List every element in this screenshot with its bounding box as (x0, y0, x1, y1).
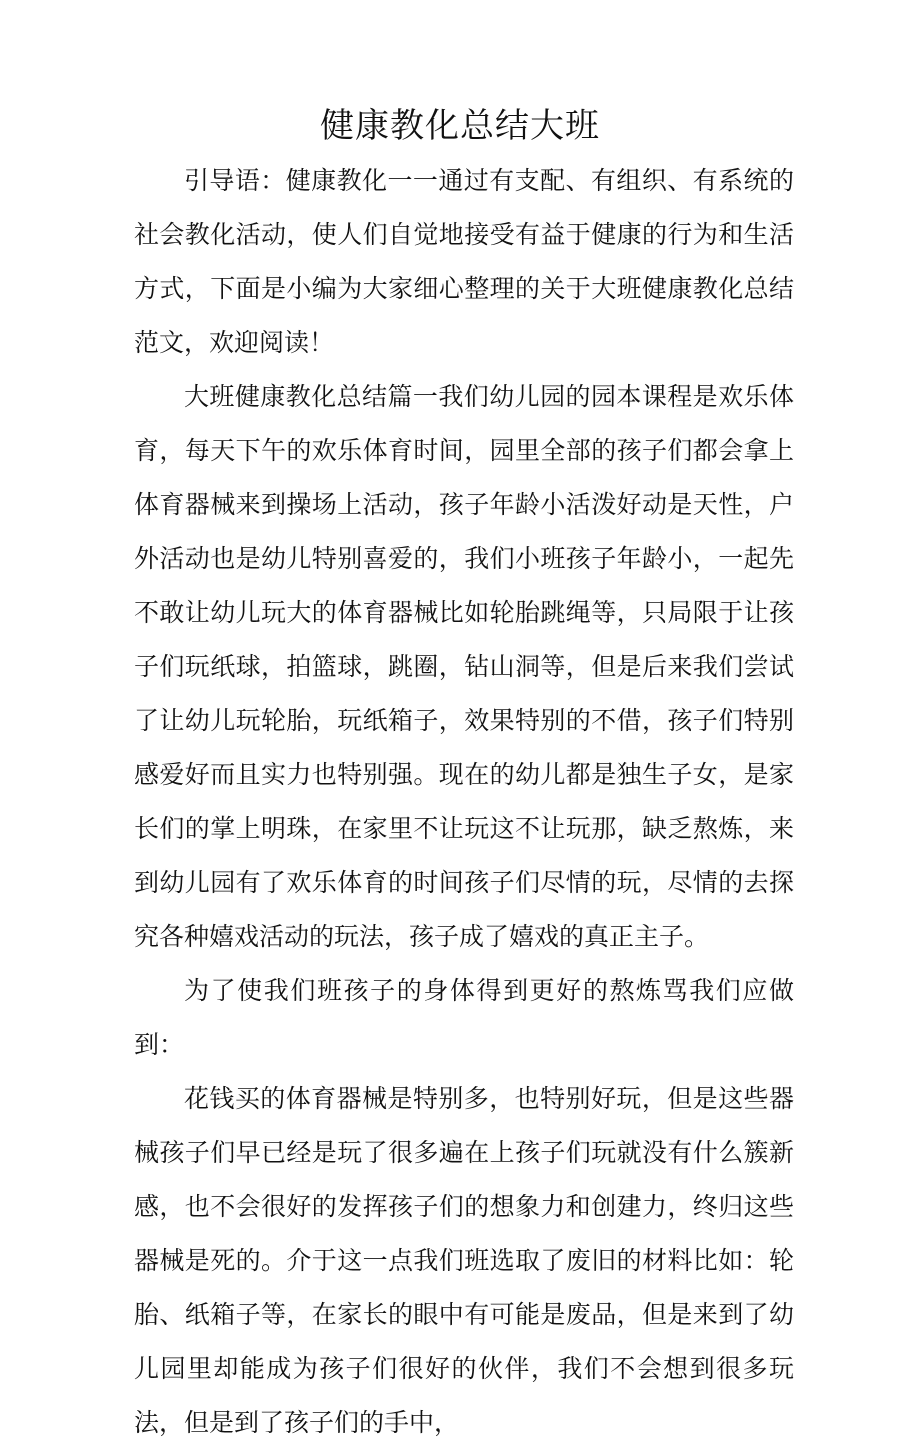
paragraph-2: 为了使我们班孩子的身体得到更好的熬炼骂我们应做到： (134, 976, 794, 1059)
paragraph-intro: 引导语：健康教化一一通过有支配、有组织、有系统的社会教化活动，使人们自觉地接受有益于健康的行为和生活方式，下面是小编为大家细心整理的关于大班健康教化总结范文，欢迎阅读！ (134, 166, 794, 357)
paragraph-3: 花钱买的体育器械是特别多，也特别好玩，但是这些器械孩子们早已经是玩了很多遍在上孩子们玩就没有什么簇新感，也不会很好的发挥孩子们的想象力和创建力，终归这些器械是死的。介于这一点我们班选取了废旧的材料比如：轮胎、纸箱子等，在家长的眼中有可能是废品，但是来到了幼儿园里却能成为孩子们很好的伙伴，我们不会想到很多玩法，但是到了孩子们的手中， (134, 1084, 794, 1437)
paragraph-1: 大班健康教化总结篇一我们幼儿园的园本课程是欢乐体育，每天下午的欢乐体育时间，园里全部的孩子们都会拿上体育器械来到操场上活动，孩子年龄小活泼好动是天性，户外活动也是幼儿特别喜爱的，我们小班孩子年龄小，一起先不敢让幼儿玩大的体育器械比如轮胎跳绳等，只局限于让孩子们玩纸球，拍篮球，跳圈，钻山洞等，但是后来我们尝试了让幼儿玩轮胎，玩纸箱子，效果特别的不借，孩子们特别感爱好而且实力也特别强。现在的幼儿都是独生子女，是家长们的掌上明珠，在家里不让玩这不让玩那，缺乏熬炼，来到幼儿园有了欢乐体育的时间孩子们尽情的玩，尽情的去探究各种嬉戏活动的玩法，孩子成了嬉戏的真正主子。 (134, 382, 794, 951)
document-title: 健康教化总结大班 (320, 106, 600, 146)
document-body (134, 154, 794, 1450)
